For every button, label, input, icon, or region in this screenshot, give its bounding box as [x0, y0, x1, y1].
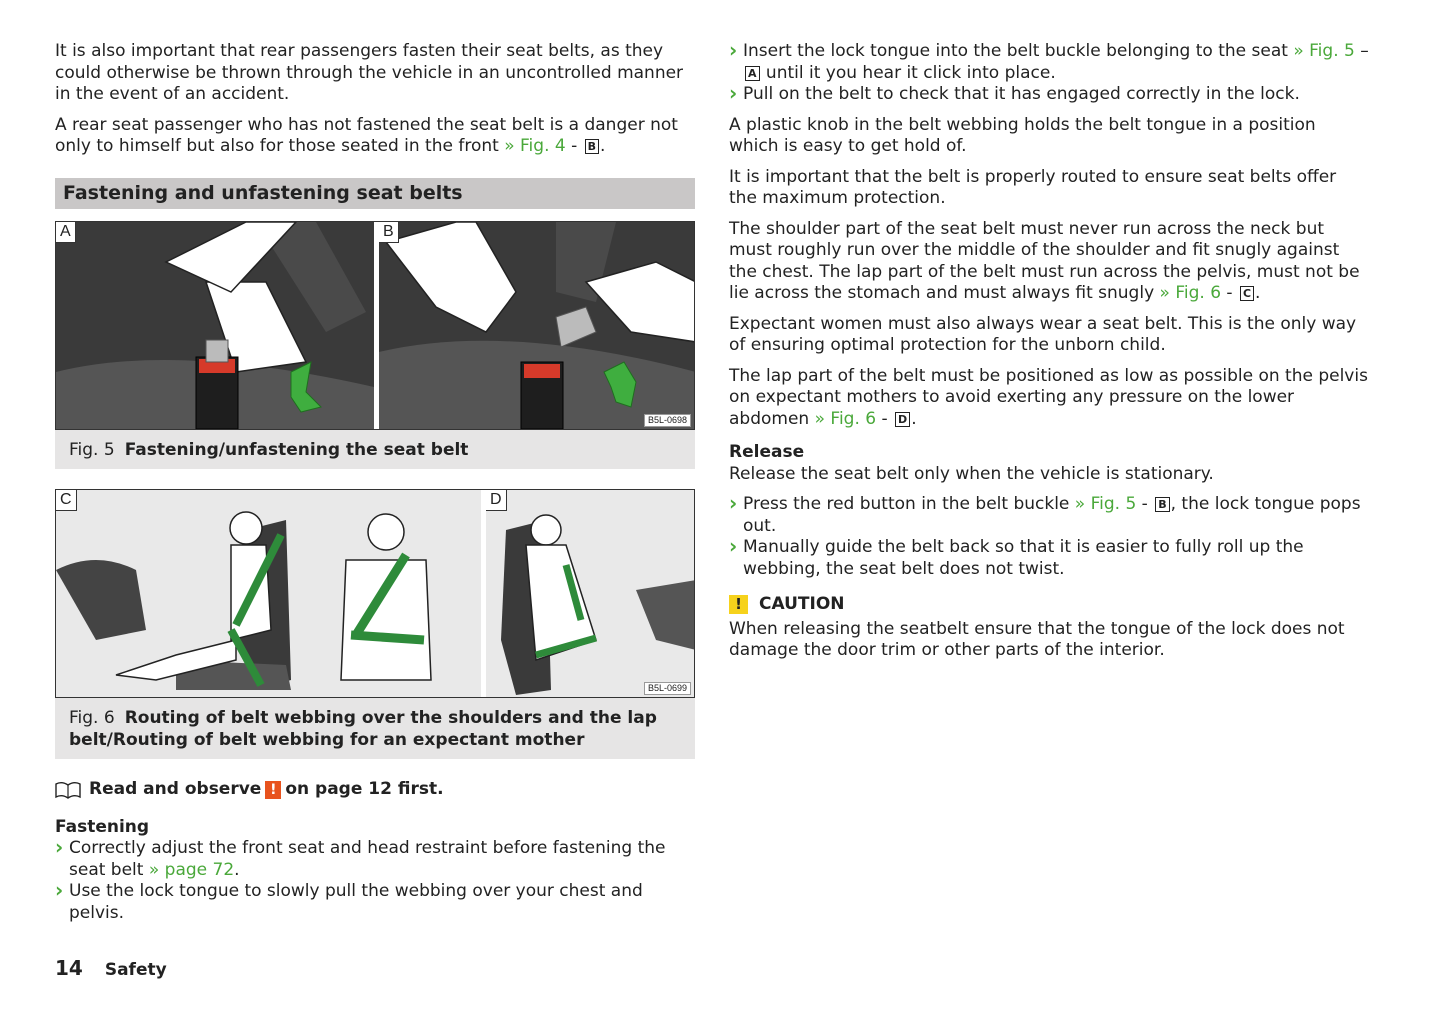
paragraph-danger-text: A rear seat passenger who has not fastened the seat belt is a danger not only to himself but also for those seated in the front	[55, 114, 678, 156]
step-text: Press the red button in the belt buckle	[743, 494, 1075, 514]
step-text-after: until it you hear it click into place.	[760, 62, 1056, 83]
list-item	[729, 84, 1369, 106]
panel-tag-b: B	[1155, 497, 1169, 512]
panel-tag-c: C	[1240, 286, 1254, 301]
figure-6	[55, 489, 695, 698]
fig5-link[interactable]: » Fig. 5	[1293, 41, 1355, 61]
fig6-link[interactable]: » Fig. 6	[814, 408, 877, 429]
paragraph-danger: A rear seat passenger who has not fastened the seat belt is a danger not only to himself but also for those seated in the front » Fig. 4 - B .	[55, 114, 678, 156]
release-steps	[729, 494, 1369, 580]
panel-label-b: B	[379, 222, 399, 243]
fastening-heading: Fastening	[55, 816, 150, 837]
figure-title: Fastening/unfastening the seat belt	[124, 439, 469, 460]
list-item	[55, 838, 695, 881]
release-heading: Release	[729, 442, 805, 462]
step-text-after: , the lock tongue pops out.	[743, 494, 1361, 536]
step-text: Insert the lock tongue into the belt buckle belonging to the seat	[743, 41, 1294, 61]
paragraph-rear-passengers: It is also important that rear passengers fasten their seat belts, as they could otherwise be thrown through the vehicle in an uncontrolled manner in the event of an accident.	[55, 41, 684, 104]
panel-label-d: D	[486, 490, 507, 511]
separator: -	[876, 408, 894, 429]
caution-heading	[729, 594, 1369, 616]
fastening-steps	[55, 838, 695, 924]
list-item	[55, 881, 695, 924]
figure-6-caption	[55, 698, 695, 759]
figure-5-caption	[55, 430, 695, 470]
left-column	[55, 41, 695, 933]
step-text: Manually guide the belt back so that it is easier to fully roll up the webbing, the seat belt does not twist.	[743, 537, 1304, 579]
page-footer	[55, 958, 167, 982]
paragraph-routing: It is important that the belt is properly routed to ensure seat belts offer the maximum protection.	[729, 166, 1337, 208]
fig6-link[interactable]: » Fig. 6	[1159, 283, 1222, 303]
fig6-illustration	[56, 490, 695, 697]
figure-code: B5L-0698	[644, 414, 691, 427]
section-title: Fastening and unfastening seat belts	[55, 178, 695, 209]
paragraph-shoulder-lap: The shoulder part of the seat belt must never run across the neck but must roughly run over the middle of the shoulder and fit snugly against the chest. The lap part of the belt must run across the pelvis, must not be lie across the stomach and must always fit snugly » Fig. 6 - C .	[729, 218, 1360, 303]
figure-title: Routing of belt webbing over the shoulders and the lap belt/Routing of belt webbing for an expectant mother	[69, 708, 657, 750]
list-item	[729, 494, 1369, 537]
panel-label-c: C	[56, 490, 77, 511]
caution-label: CAUTION	[759, 594, 845, 614]
paragraph-lap-low: The lap part of the belt must be positioned as low as possible on the pelvis on expectant mothers to avoid exerting any pressure on the lower abdomen » Fig. 6 - D .	[729, 365, 1368, 429]
right-column	[729, 41, 1369, 671]
figure-code: B5L-0699	[644, 682, 691, 695]
step-text-after: .	[234, 859, 240, 880]
figure-5	[55, 221, 695, 430]
list-item	[729, 537, 1369, 580]
figure-number: Fig. 6	[69, 708, 115, 728]
fig4-link[interactable]: » Fig. 4	[504, 136, 566, 156]
panel-tag-d: D	[895, 412, 910, 427]
page-link[interactable]: » page 72	[148, 859, 235, 880]
fig5-link[interactable]: » Fig. 5	[1074, 494, 1137, 514]
step-text: Use the lock tongue to slowly pull the webbing over your chest and pelvis.	[69, 881, 643, 923]
separator: -	[1136, 494, 1154, 514]
figure-number: Fig. 5	[69, 439, 115, 460]
step-text: Pull on the belt to check that it has engaged correctly in the lock.	[743, 84, 1300, 104]
observe-text-before: Read and observe	[89, 779, 262, 799]
observe-text-after: on page 12 first.	[285, 779, 444, 799]
page-number: 14	[55, 956, 83, 980]
paragraph-expectant: Expectant women must also always wear a seat belt. This is the only way of ensuring optimal protection for the unborn child.	[729, 313, 1357, 355]
read-and-observe-note	[55, 779, 695, 801]
paragraph-plastic-knob: A plastic knob in the belt webbing holds the belt tongue in a position which is easy to get hold of.	[729, 114, 1316, 156]
open-book-icon	[55, 781, 81, 799]
separator: –	[1354, 41, 1369, 61]
caution-exclamation-icon: !	[729, 595, 748, 614]
separator: -	[1221, 283, 1238, 303]
panel-tag-a: A	[745, 66, 760, 81]
separator: -	[565, 136, 583, 156]
paragraph-text: The lap part of the belt must be positioned as low as possible on the pelvis on expectant mothers to avoid exerting any pressure on the lower abdomen	[729, 365, 1368, 429]
release-text: Release the seat belt only when the vehicle is stationary.	[729, 463, 1214, 484]
warning-exclamation-icon: !	[265, 781, 281, 799]
caution-text: When releasing the seatbelt ensure that the tongue of the lock does not damage the door trim or other parts of the interior.	[729, 618, 1345, 660]
panel-tag-b: B	[585, 139, 599, 154]
insert-steps	[729, 41, 1369, 106]
paragraph-text: The shoulder part of the seat belt must never run across the neck but must roughly run over the middle of the shoulder and fit snugly against the chest. The lap part of the belt must run across the pelvis, must not be lie across the stomach and must always fit snugly	[729, 218, 1360, 303]
list-item	[729, 41, 1369, 84]
fig5-illustration	[56, 222, 695, 429]
chapter-name: Safety	[104, 960, 167, 980]
panel-label-a: A	[56, 222, 76, 243]
step-text: Correctly adjust the front seat and head restraint before fastening the seat belt	[69, 838, 666, 880]
